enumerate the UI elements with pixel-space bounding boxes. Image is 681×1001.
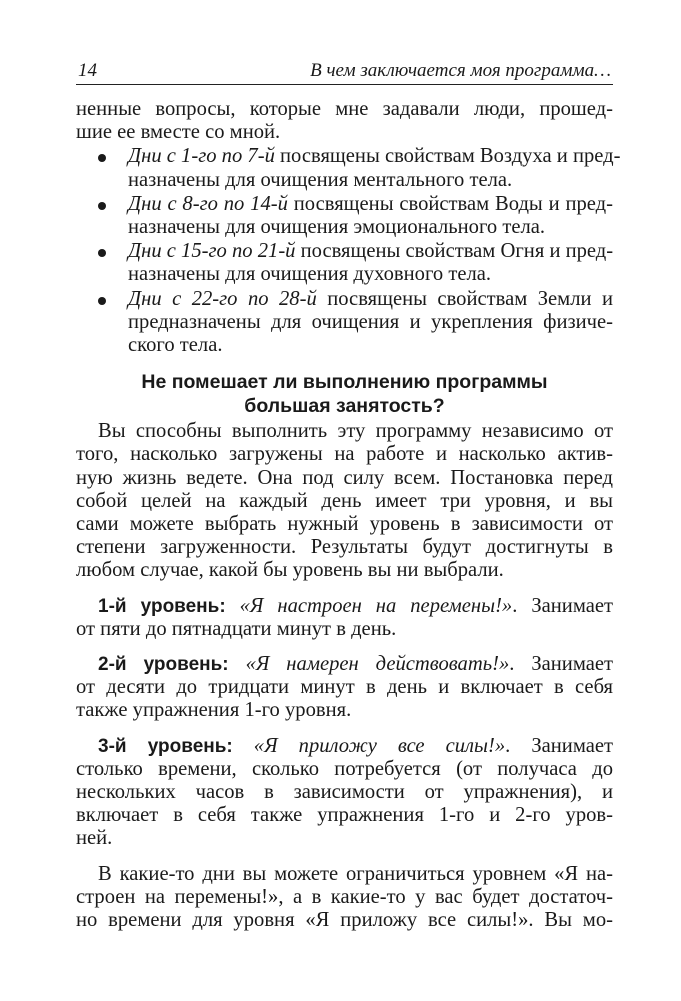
bullet-range: Дни с 8-го по 14-й <box>128 192 288 215</box>
paragraph <box>76 863 613 933</box>
level-label: 2-й уровень: <box>98 654 229 676</box>
bullet-text: посвящены свойствам Огня и пред- <box>295 240 614 263</box>
bullet-item <box>76 193 613 239</box>
paragraph-line: но времени для уровня «Я приложу все силы!». Вы мо- <box>76 909 613 932</box>
level-text: также упражнения 1-го уровня. <box>76 699 352 722</box>
level-text: . Занимает <box>512 594 613 617</box>
level-text: . Занимает <box>509 653 613 676</box>
level-block <box>76 653 613 723</box>
paragraph <box>76 420 613 582</box>
level-text: от десяти до тридцати минут в день и включает в себя <box>76 676 613 699</box>
level-name: «Я настроен на перемены!» <box>239 594 513 617</box>
bullet-text: предназначены для очищения и укрепления физиче- <box>128 310 613 333</box>
level-text: столько времени, сколько потребуется (от получаса до <box>76 757 613 780</box>
section-heading <box>76 371 613 418</box>
paragraph-line: собой целей на каждый день имеет три уровня, и вы <box>76 489 613 512</box>
level-block <box>76 595 613 641</box>
level-name: «Я приложу все силы!» <box>253 734 506 757</box>
paragraph-line: того, насколько загружены на работе и насколько актив- <box>76 443 613 466</box>
level-name: «Я намерен действовать!» <box>245 653 510 676</box>
bullet-text: ского тела. <box>128 334 223 357</box>
intro-line: ненные вопросы, которые мне задавали люди, прошед- <box>76 98 613 120</box>
level-block <box>76 735 613 851</box>
intro-line: шие ее вместе со мной. <box>76 121 281 144</box>
paragraph-line: ную жизнь ведете. Она под силу всем. Постановка перед <box>76 466 613 489</box>
bullet-text: назначены для очищения ментального тела. <box>128 168 513 191</box>
level-text: от пяти до пятнадцати минут в день. <box>76 617 397 640</box>
bullet-dot-icon <box>98 297 106 305</box>
level-text: . Занимает <box>505 734 613 757</box>
bullet-text: посвящены свойствам Воздуха и пред- <box>274 145 621 168</box>
bullet-text: посвящены свойствам Земли и <box>316 287 613 310</box>
paragraph-line: строен на перемены!», а в какие-то у вас будет достаточ- <box>76 885 613 908</box>
paragraph-line: любом случае, какой бы уровень вы ни выбрали. <box>76 559 504 582</box>
bullet-item <box>76 288 613 358</box>
paragraph-line: сами можете выбрать нужный уровень в зависимости от <box>76 513 613 536</box>
bullet-dot-icon <box>98 202 106 210</box>
heading-line: Не помешает ли выполнению программы <box>141 371 548 394</box>
bullet-text: посвящены свойствам Воды и пред- <box>287 192 613 215</box>
bullet-text: назначены для очищения эмоционального тела. <box>128 216 546 239</box>
paragraph-line: В какие-то дни вы можете ограничиться уровнем «Я на- <box>98 862 613 885</box>
paragraph-line: Вы способны выполнить эту программу независимо от <box>98 420 613 443</box>
level-label: 3-й уровень: <box>98 735 233 757</box>
paragraph-line: степени загруженности. Результаты будут достигнуты в <box>76 536 613 559</box>
heading-line: большая занятость? <box>244 394 445 417</box>
bullet-dot-icon <box>98 154 106 162</box>
running-header <box>76 58 613 86</box>
header-rule <box>76 84 613 85</box>
bullet-item <box>76 145 621 191</box>
bullet-text: назначены для очищения духовного тела. <box>128 263 492 286</box>
level-text: нескольких часов в зависимости от упражнения), и <box>76 781 613 804</box>
running-title: В чем заключается моя программа… <box>310 60 611 81</box>
page-body <box>76 98 621 932</box>
level-text: включает в себя также упражнения 1-го и 2-го уров- <box>76 804 613 827</box>
page-number: 14 <box>78 60 97 81</box>
bullet-range: Дни с 1-го по 7-й <box>128 145 275 168</box>
level-text: ней. <box>76 827 113 850</box>
level-label: 1-й уровень: <box>98 595 226 617</box>
bullet-dot-icon <box>98 249 106 257</box>
bullet-item <box>76 240 613 286</box>
bullet-range: Дни с 15-го по 21-й <box>128 240 296 263</box>
bullet-range: Дни с 22-го по 28-й <box>128 287 317 310</box>
